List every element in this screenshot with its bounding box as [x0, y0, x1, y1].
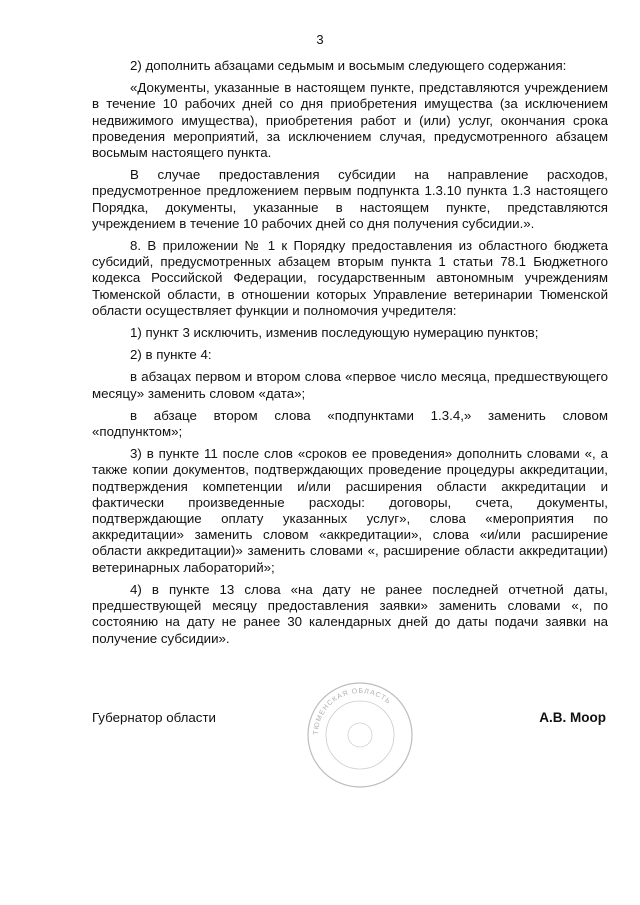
paragraph: 2) дополнить абзацами седьмым и восьмым следующего содержания: [130, 58, 567, 73]
paragraph: в абзацах первом и втором слова «первое число месяца, предшествующего месяцу» заменить словом «дата»; [92, 369, 608, 401]
paragraph: 3) в пункте 11 после слов «сроков ее проведения» дополнить словами «, а также копии документов, подтверждающих проведение процедуры аккредитации, подтверждения компетенции и/или расширения области аккредитации и фактически произведенные расходы: договоры, счета, документы, подтверждающие оплату указанных услуг», слова «мероприятия по аккредитации» заменить словом «аккредитации», слова «и/или расширение области аккредитации)» заменить словами «, расширение области аккредитации) ветеринарных лабораторий»; [92, 446, 608, 575]
page-number: 3 [316, 32, 324, 47]
seal-text: ТЮМЕНСКАЯ ОБЛАСТЬ [312, 687, 393, 736]
document-body [92, 58, 608, 653]
official-seal [305, 680, 415, 790]
signature-position: Губернатор области [92, 710, 216, 725]
paragraph: 4) в пункте 13 слова «на дату не ранее последней отчетной даты, предшествующей месяцу предоставления заявки» заменить словами «, по состоянию на дату не ранее 30 календарных дней до даты подачи заявки на получение субсидии». [92, 581, 608, 646]
paragraph: «Документы, указанные в настоящем пункте, представляются учреждением в течение 10 рабочих дней со дня приобретения имущества (за исключением недвижимого имущества), приобретения работ и (или) услуг, окончания срока проведения мероприятий, за исключением случая, предусмотренного абзацем восьмым настоящего пункта. [92, 80, 608, 161]
paragraph: В случае предоставления субсидии на направление расходов, предусмотренное предложением первым подпункта 1.3.10 пункта 1.3 настоящего Порядка, документы, указанные в настоящем пункте, представляются учреждением в течение 10 рабочих дней со дня получения субсидии.». [92, 167, 608, 231]
paragraph: в абзаце втором слова «подпунктами 1.3.4,» заменить словом «подпунктом»; [92, 407, 608, 440]
paragraph: 8. В приложении № 1 к Порядку предоставления из областного бюджета субсидий, предусмотренных абзацем вторым пункта 1 статьи 78.1 Бюджетного кодекса Российской Федерации, государственным автономным учреждениям Тюменской области, в отношении которых Управление ветеринарии Тюменской области осуществляет функции и полномочия учредителя: [92, 238, 608, 318]
signature-name: А.В. Моор [539, 710, 606, 725]
paragraph: 1) пункт 3 исключить, изменив последующую нумерацию пунктов; [130, 325, 539, 341]
paragraph: 2) в пункте 4: [130, 347, 212, 363]
svg-text:ТЮМЕНСКАЯ ОБЛАСТЬ [313, 688, 392, 735]
